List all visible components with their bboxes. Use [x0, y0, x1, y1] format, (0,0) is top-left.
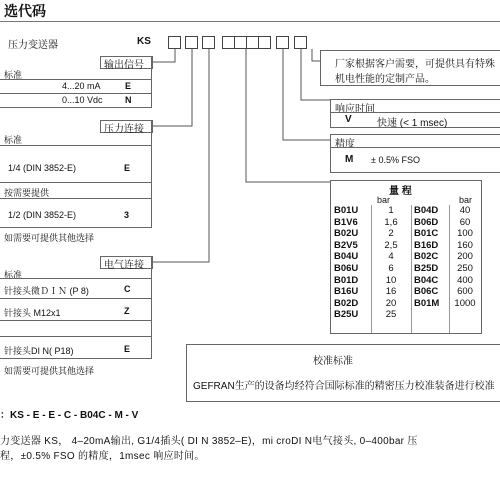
range-code-left: B02U [334, 228, 359, 240]
range-code-right: B01M [414, 297, 440, 309]
response-desc: 快速 (< 1 msec) [377, 118, 448, 129]
range-code-left: B02D [334, 297, 359, 309]
electrical-opt-desc: 针接头 M12x1 [4, 308, 61, 318]
range-value-right: 160 [457, 239, 473, 251]
calibration-box [186, 344, 500, 402]
custom-note-line2: 机电性能的定制产品。 [335, 74, 435, 85]
range-value-right: 60 [459, 216, 471, 228]
range-unit-left: bar [377, 195, 391, 205]
range-code-right: B02C [414, 251, 439, 263]
calibration-header: 校准标准 [313, 356, 353, 367]
range-row [331, 286, 481, 298]
range-header: 量 程 [389, 186, 412, 197]
range-value-left: 1 [388, 205, 394, 216]
electrical-opt2-desc: 针接头DI N( P18) [4, 346, 74, 356]
accuracy-desc: ± 0.5% FSO [371, 155, 420, 165]
output-row-desc: 0...10 Vdc [62, 95, 103, 105]
pressure-std-code: E [124, 163, 131, 173]
range-value-left: 20 [385, 297, 397, 309]
electrical-header: 电气连接 [104, 260, 144, 271]
range-row [331, 263, 481, 275]
range-code-left: B25U [334, 309, 359, 321]
range-value-right: 40 [459, 205, 471, 216]
range-code-left: B01U [334, 205, 359, 216]
output-section-label: 标准 [4, 70, 23, 80]
range-code-left: B01D [334, 274, 359, 286]
response-code: V [345, 114, 352, 125]
electrical-std-code: C [124, 284, 131, 294]
range-code-left: B06U [334, 262, 359, 274]
range-value-right [449, 309, 481, 321]
model-label: 压力变送器 [8, 40, 58, 51]
range-value-left: 2 [388, 228, 394, 240]
range-row [331, 205, 481, 217]
pressure-section-label: 标准 [4, 135, 23, 145]
range-code-left: B1V6 [334, 216, 358, 228]
range-value-left: 16 [385, 286, 397, 298]
accuracy-code: M [345, 154, 354, 165]
range-value-right: 100 [457, 228, 473, 240]
electrical-opt-code: Z [124, 306, 130, 316]
pressure-header: 压力连接 [104, 124, 144, 135]
pressure-opt-label: 按需要提供 [4, 188, 50, 198]
range-row [331, 275, 481, 287]
range-code-left: B04U [334, 251, 359, 263]
range-code-right: B04C [414, 274, 439, 286]
range-row [331, 251, 481, 263]
range-value-left: 10 [385, 274, 397, 286]
pressure-note: 如需要可提供其他选择 [4, 233, 95, 243]
range-row [331, 217, 481, 229]
example-code: ：KS - E - E - C - B04C - M - V [0, 410, 139, 421]
range-row [331, 228, 481, 240]
range-value-left: 25 [385, 309, 397, 321]
range-row [331, 309, 481, 321]
range-code-left: B2V5 [334, 239, 358, 251]
range-code-right: B04D [414, 205, 439, 216]
range-code-left: B16U [334, 286, 359, 298]
range-row [331, 298, 481, 310]
response-box [330, 99, 500, 128]
range-value-right: 250 [457, 262, 473, 274]
electrical-section-label: 标准 [4, 270, 23, 280]
range-unit-right: bar [459, 195, 473, 205]
range-value-left: 4 [388, 251, 394, 263]
output-row-desc: 4...20 mA [62, 81, 101, 91]
range-code-right: B06C [414, 286, 439, 298]
range-value-right: 600 [457, 286, 473, 298]
pressure-std-desc: 1/4 (DIN 3852-E) [8, 163, 77, 173]
range-code-right: B01C [414, 228, 439, 240]
example-desc-line2: 程，±0.5% FSO 的精度，1msec 响应时间。 [0, 451, 205, 462]
example-desc-line1: 力变送器 KS， 4–20mA输出, G1/4插头( DI N 3852–E)，mi croDI N电气接头, 0–400bar 压 [0, 436, 418, 447]
range-value-left: 2,5 [384, 239, 398, 251]
accuracy-header: 精度 [335, 139, 355, 150]
range-value-right: 1000 [454, 297, 476, 309]
output-row-code: N [125, 95, 132, 105]
electrical-note: 如需要可提供其他选择 [4, 366, 95, 376]
model-prefix: KS [137, 36, 151, 47]
range-code-right [411, 309, 449, 321]
range-value-left: 6 [388, 262, 394, 274]
response-header: 响应时间 [335, 104, 375, 115]
range-value-left: 1,6 [384, 216, 398, 228]
output-section [0, 56, 152, 105]
accuracy-box [330, 134, 500, 173]
range-box [330, 180, 482, 334]
page-title: 选代码 [4, 3, 46, 19]
range-value-right: 400 [457, 274, 473, 286]
output-header: 输出信号 [104, 60, 144, 71]
pressure-connection-section [0, 120, 152, 245]
pressure-opt-desc: 1/2 (DIN 3852-E) [8, 210, 77, 220]
electrical-std-desc: 针接头微ＤＩＮ (P 8) [4, 286, 89, 296]
pressure-opt-code: 3 [124, 210, 130, 220]
range-code-right: B06D [414, 216, 439, 228]
range-code-right: B25D [414, 262, 439, 274]
custom-note-line1: 厂家根据客户需要，可提供具有特殊 [335, 59, 495, 70]
calibration-text: GEFRAN生产的设备均经符合国际标准的精密压力校准装备进行校准 [193, 381, 495, 392]
electrical-opt2-code: E [124, 344, 131, 354]
range-code-right: B16D [414, 239, 439, 251]
range-table [331, 205, 481, 321]
range-row [331, 240, 481, 252]
output-row-code: E [125, 81, 132, 91]
custom-note-box [320, 50, 500, 86]
electrical-connection-section [0, 256, 152, 381]
range-value-right: 200 [457, 251, 473, 263]
